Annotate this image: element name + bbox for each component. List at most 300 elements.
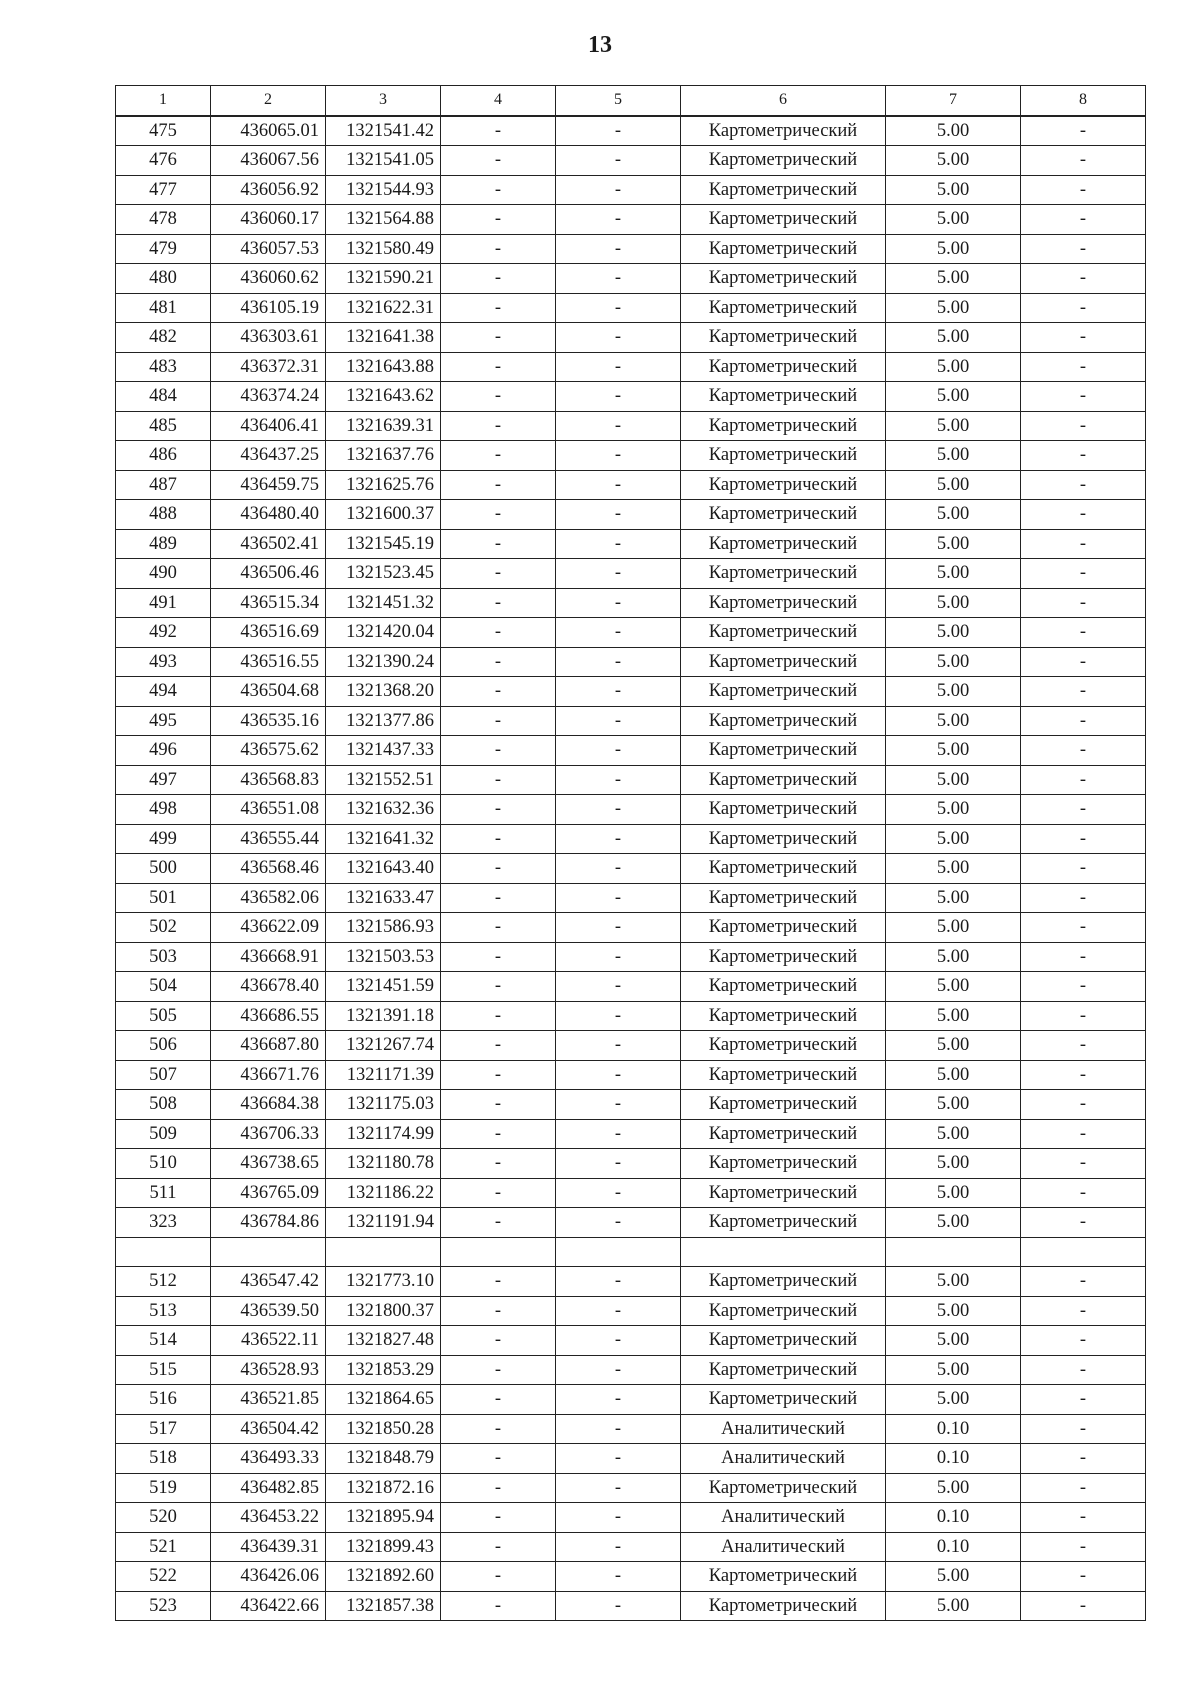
table-cell-col-3: 1321641.32 bbox=[326, 824, 441, 854]
table-cell-col-3: 1321899.43 bbox=[326, 1532, 441, 1562]
table-cell-col-5: - bbox=[556, 529, 681, 559]
table-cell-col-8: - bbox=[1021, 205, 1146, 235]
table-cell-col-5 bbox=[556, 1237, 681, 1267]
table-cell-col-2: 436551.08 bbox=[211, 795, 326, 825]
table-cell-col-6: Картометрический bbox=[681, 205, 886, 235]
table-row bbox=[116, 1532, 1146, 1562]
table-cell-col-2: 436528.93 bbox=[211, 1355, 326, 1385]
table-cell-col-1: 521 bbox=[116, 1532, 211, 1562]
table-cell-col-7: 5.00 bbox=[886, 706, 1021, 736]
table-cell-col-1: 508 bbox=[116, 1090, 211, 1120]
table-cell-col-4: - bbox=[441, 647, 556, 677]
table-cell-col-3: 1321643.88 bbox=[326, 352, 441, 382]
table-cell-col-3: 1321625.76 bbox=[326, 470, 441, 500]
table-row bbox=[116, 1208, 1146, 1238]
table-cell-col-1: 491 bbox=[116, 588, 211, 618]
table-cell-col-3: 1321191.94 bbox=[326, 1208, 441, 1238]
table-cell-col-5: - bbox=[556, 1119, 681, 1149]
table-cell-col-2: 436575.62 bbox=[211, 736, 326, 766]
table-cell-col-8: - bbox=[1021, 972, 1146, 1002]
table-cell-col-4: - bbox=[441, 913, 556, 943]
table-cell-col-3: 1321267.74 bbox=[326, 1031, 441, 1061]
table-cell-col-4: - bbox=[441, 529, 556, 559]
table-cell-col-7: 5.00 bbox=[886, 677, 1021, 707]
table-cell-col-2: 436686.55 bbox=[211, 1001, 326, 1031]
table-cell-col-3: 1321895.94 bbox=[326, 1503, 441, 1533]
table-cell-col-6: Картометрический bbox=[681, 529, 886, 559]
table-cell-col-2: 436582.06 bbox=[211, 883, 326, 913]
table-cell-col-8: - bbox=[1021, 1296, 1146, 1326]
table-cell-col-3: 1321586.93 bbox=[326, 913, 441, 943]
table-cell-col-5: - bbox=[556, 175, 681, 205]
table-cell-col-5: - bbox=[556, 1444, 681, 1474]
table-cell-col-6: Картометрический bbox=[681, 942, 886, 972]
table-cell-col-6: Картометрический bbox=[681, 765, 886, 795]
table-cell-col-1: 509 bbox=[116, 1119, 211, 1149]
table-cell-col-4: - bbox=[441, 382, 556, 412]
table-row bbox=[116, 942, 1146, 972]
table-cell-col-5: - bbox=[556, 1503, 681, 1533]
table-row bbox=[116, 1326, 1146, 1356]
table-cell-col-1 bbox=[116, 1237, 211, 1267]
table-cell-col-7: 5.00 bbox=[886, 795, 1021, 825]
table-row bbox=[116, 264, 1146, 294]
table-cell-col-6: Картометрический bbox=[681, 588, 886, 618]
table-cell-col-5: - bbox=[556, 1562, 681, 1592]
table-cell-col-1: 476 bbox=[116, 146, 211, 176]
table-cell-col-4: - bbox=[441, 352, 556, 382]
table-cell-col-1: 481 bbox=[116, 293, 211, 323]
table-cell-col-2: 436065.01 bbox=[211, 116, 326, 146]
table-cell-col-6: Картометрический bbox=[681, 293, 886, 323]
table-cell-col-3: 1321639.31 bbox=[326, 411, 441, 441]
table-cell-col-7: 5.00 bbox=[886, 1326, 1021, 1356]
table-cell-col-5: - bbox=[556, 1385, 681, 1415]
table-cell-col-4: - bbox=[441, 588, 556, 618]
table-cell-col-5: - bbox=[556, 618, 681, 648]
table-cell-col-1: 494 bbox=[116, 677, 211, 707]
table-cell-col-2: 436056.92 bbox=[211, 175, 326, 205]
table-cell-col-7: 5.00 bbox=[886, 382, 1021, 412]
table-cell-col-1: 515 bbox=[116, 1355, 211, 1385]
table-cell-col-2: 436504.68 bbox=[211, 677, 326, 707]
table-cell-col-4: - bbox=[441, 1208, 556, 1238]
table-cell-col-1: 510 bbox=[116, 1149, 211, 1179]
table-row bbox=[116, 706, 1146, 736]
table-cell-col-8: - bbox=[1021, 1001, 1146, 1031]
table-cell-col-1: 485 bbox=[116, 411, 211, 441]
table-cell-col-2: 436060.17 bbox=[211, 205, 326, 235]
table-cell-col-5: - bbox=[556, 1267, 681, 1297]
table-cell-col-3: 1321186.22 bbox=[326, 1178, 441, 1208]
table-cell-col-2: 436765.09 bbox=[211, 1178, 326, 1208]
table-cell-col-4: - bbox=[441, 1090, 556, 1120]
table-cell-col-3: 1321451.59 bbox=[326, 972, 441, 1002]
table-cell-col-5: - bbox=[556, 1355, 681, 1385]
table-cell-col-7: 5.00 bbox=[886, 1591, 1021, 1621]
table-cell-col-7: 5.00 bbox=[886, 1119, 1021, 1149]
table-row bbox=[116, 382, 1146, 412]
table-cell-col-5: - bbox=[556, 1326, 681, 1356]
table-cell-col-3: 1321420.04 bbox=[326, 618, 441, 648]
table-cell-col-6: Картометрический bbox=[681, 470, 886, 500]
table-cell-col-8: - bbox=[1021, 1326, 1146, 1356]
table-cell-col-2: 436671.76 bbox=[211, 1060, 326, 1090]
table-cell-col-7 bbox=[886, 1237, 1021, 1267]
table-row bbox=[116, 647, 1146, 677]
table-row bbox=[116, 1060, 1146, 1090]
table-row bbox=[116, 1001, 1146, 1031]
table-cell-col-4: - bbox=[441, 765, 556, 795]
table-cell-col-8: - bbox=[1021, 146, 1146, 176]
table-row bbox=[116, 1090, 1146, 1120]
table-cell-col-7: 5.00 bbox=[886, 352, 1021, 382]
table-cell-col-4: - bbox=[441, 411, 556, 441]
table-cell-col-5: - bbox=[556, 883, 681, 913]
table-cell-col-4: - bbox=[441, 1385, 556, 1415]
table-cell-col-7: 5.00 bbox=[886, 116, 1021, 146]
table-cell-col-2: 436515.34 bbox=[211, 588, 326, 618]
table-cell-col-8: - bbox=[1021, 500, 1146, 530]
table-cell-col-7: 5.00 bbox=[886, 647, 1021, 677]
table-cell-col-6: Картометрический bbox=[681, 411, 886, 441]
table-cell-col-4: - bbox=[441, 854, 556, 884]
table-cell-col-2: 436706.33 bbox=[211, 1119, 326, 1149]
table-cell-col-8: - bbox=[1021, 1444, 1146, 1474]
table-cell-col-4: - bbox=[441, 824, 556, 854]
table-cell-col-7: 5.00 bbox=[886, 618, 1021, 648]
table-cell-col-4: - bbox=[441, 1562, 556, 1592]
table-cell-col-7: 5.00 bbox=[886, 1562, 1021, 1592]
table-cell-col-4: - bbox=[441, 736, 556, 766]
table-cell-col-2: 436504.42 bbox=[211, 1414, 326, 1444]
table-cell-col-7: 5.00 bbox=[886, 441, 1021, 471]
table-cell-col-7: 0.10 bbox=[886, 1414, 1021, 1444]
table-cell-col-2: 436422.66 bbox=[211, 1591, 326, 1621]
table-cell-col-7: 5.00 bbox=[886, 264, 1021, 294]
table-row bbox=[116, 1119, 1146, 1149]
table-cell-col-4: - bbox=[441, 146, 556, 176]
table-cell-col-2: 436502.41 bbox=[211, 529, 326, 559]
table-cell-col-8: - bbox=[1021, 116, 1146, 146]
table-cell-col-6: Картометрический bbox=[681, 352, 886, 382]
table-cell-col-5: - bbox=[556, 1001, 681, 1031]
table-cell-col-6: Картометрический bbox=[681, 500, 886, 530]
table-cell-col-6: Картометрический bbox=[681, 1031, 886, 1061]
table-cell-col-8: - bbox=[1021, 529, 1146, 559]
table-cell-col-6: Картометрический bbox=[681, 382, 886, 412]
table-cell-col-5: - bbox=[556, 352, 681, 382]
table-cell-col-2: 436439.31 bbox=[211, 1532, 326, 1562]
table-cell-col-1: 520 bbox=[116, 1503, 211, 1533]
table-cell-col-3: 1321580.49 bbox=[326, 234, 441, 264]
table-cell-col-5: - bbox=[556, 1149, 681, 1179]
table-cell-col-8: - bbox=[1021, 1355, 1146, 1385]
table-cell-col-8: - bbox=[1021, 1414, 1146, 1444]
table-cell-col-6: Картометрический bbox=[681, 116, 886, 146]
table-cell-col-1: 501 bbox=[116, 883, 211, 913]
table-row bbox=[116, 1562, 1146, 1592]
table-cell-col-5: - bbox=[556, 234, 681, 264]
table-cell-col-3: 1321773.10 bbox=[326, 1267, 441, 1297]
table-row bbox=[116, 588, 1146, 618]
table-row bbox=[116, 1503, 1146, 1533]
table-cell-col-2: 436493.33 bbox=[211, 1444, 326, 1474]
table-cell-col-6: Картометрический bbox=[681, 1149, 886, 1179]
table-row bbox=[116, 854, 1146, 884]
table-cell-col-6: Картометрический bbox=[681, 559, 886, 589]
table-cell-col-5: - bbox=[556, 677, 681, 707]
table-row bbox=[116, 1355, 1146, 1385]
table-row bbox=[116, 1296, 1146, 1326]
table-cell-col-1: 516 bbox=[116, 1385, 211, 1415]
table-cell-col-7: 5.00 bbox=[886, 942, 1021, 972]
table-cell-col-1: 497 bbox=[116, 765, 211, 795]
column-header-2: 2 bbox=[211, 86, 326, 116]
table-cell-col-4: - bbox=[441, 1178, 556, 1208]
table-cell-col-3: 1321633.47 bbox=[326, 883, 441, 913]
table-cell-col-6: Картометрический bbox=[681, 854, 886, 884]
table-cell-col-7: 5.00 bbox=[886, 146, 1021, 176]
table-cell-col-1: 522 bbox=[116, 1562, 211, 1592]
table-cell-col-7: 5.00 bbox=[886, 234, 1021, 264]
table-cell-col-7: 5.00 bbox=[886, 293, 1021, 323]
table-cell-col-6: Картометрический bbox=[681, 647, 886, 677]
table-cell-col-1: 483 bbox=[116, 352, 211, 382]
table-cell-col-3: 1321451.32 bbox=[326, 588, 441, 618]
table-cell-col-1: 493 bbox=[116, 647, 211, 677]
table-cell-col-1: 323 bbox=[116, 1208, 211, 1238]
table-cell-col-2: 436303.61 bbox=[211, 323, 326, 353]
table-cell-col-1: 495 bbox=[116, 706, 211, 736]
table-cell-col-8: - bbox=[1021, 411, 1146, 441]
table-cell-col-4: - bbox=[441, 1532, 556, 1562]
table-cell-col-1: 477 bbox=[116, 175, 211, 205]
table-cell-col-2: 436426.06 bbox=[211, 1562, 326, 1592]
table-cell-col-1: 478 bbox=[116, 205, 211, 235]
table-cell-col-1: 475 bbox=[116, 116, 211, 146]
table-cell-col-7: 5.00 bbox=[886, 1473, 1021, 1503]
table-cell-col-8: - bbox=[1021, 647, 1146, 677]
table-cell-col-5: - bbox=[556, 1414, 681, 1444]
table-cell-col-8: - bbox=[1021, 913, 1146, 943]
table-cell-col-3: 1321848.79 bbox=[326, 1444, 441, 1474]
table-cell-col-3: 1321590.21 bbox=[326, 264, 441, 294]
table-cell-col-7: 5.00 bbox=[886, 205, 1021, 235]
table-cell-col-8: - bbox=[1021, 234, 1146, 264]
table-cell-col-6: Картометрический bbox=[681, 824, 886, 854]
table-cell-col-1: 502 bbox=[116, 913, 211, 943]
table-row bbox=[116, 1031, 1146, 1061]
table-cell-col-2: 436568.83 bbox=[211, 765, 326, 795]
table-cell-col-7: 5.00 bbox=[886, 588, 1021, 618]
table-cell-col-4: - bbox=[441, 234, 556, 264]
table-cell-col-3: 1321850.28 bbox=[326, 1414, 441, 1444]
table-cell-col-5: - bbox=[556, 146, 681, 176]
table-cell-col-1: 496 bbox=[116, 736, 211, 766]
table-cell-col-3: 1321864.65 bbox=[326, 1385, 441, 1415]
table-cell-col-2: 436784.86 bbox=[211, 1208, 326, 1238]
table-cell-col-7: 5.00 bbox=[886, 913, 1021, 943]
table-cell-col-1: 514 bbox=[116, 1326, 211, 1356]
table-cell-col-1: 490 bbox=[116, 559, 211, 589]
header-row bbox=[116, 86, 1146, 116]
table-cell-col-8: - bbox=[1021, 1473, 1146, 1503]
table-cell-col-3: 1321503.53 bbox=[326, 942, 441, 972]
table-cell-col-4: - bbox=[441, 1149, 556, 1179]
table-cell-col-8: - bbox=[1021, 1532, 1146, 1562]
table-cell-col-4: - bbox=[441, 1326, 556, 1356]
table-cell-col-4: - bbox=[441, 1031, 556, 1061]
table-body bbox=[116, 116, 1146, 1621]
table-cell-col-5: - bbox=[556, 293, 681, 323]
table-cell-col-6: Картометрический bbox=[681, 1090, 886, 1120]
table-cell-col-7: 5.00 bbox=[886, 323, 1021, 353]
table-cell-col-6: Картометрический bbox=[681, 1562, 886, 1592]
table-cell-col-8: - bbox=[1021, 264, 1146, 294]
table-cell-col-5: - bbox=[556, 824, 681, 854]
table-cell-col-3: 1321800.37 bbox=[326, 1296, 441, 1326]
table-cell-col-3: 1321174.99 bbox=[326, 1119, 441, 1149]
table-cell-col-1: 499 bbox=[116, 824, 211, 854]
table-cell-col-4 bbox=[441, 1237, 556, 1267]
table-cell-col-5: - bbox=[556, 411, 681, 441]
table-cell-col-3: 1321641.38 bbox=[326, 323, 441, 353]
table-cell-col-2: 436684.38 bbox=[211, 1090, 326, 1120]
table-cell-col-8: - bbox=[1021, 795, 1146, 825]
table-cell-col-4: - bbox=[441, 618, 556, 648]
table-row bbox=[116, 736, 1146, 766]
table-cell-col-7: 5.00 bbox=[886, 1031, 1021, 1061]
table-cell-col-4: - bbox=[441, 559, 556, 589]
table-cell-col-8: - bbox=[1021, 1031, 1146, 1061]
page-number: 13 bbox=[588, 32, 612, 58]
table-row bbox=[116, 500, 1146, 530]
table-cell-col-5: - bbox=[556, 441, 681, 471]
table-cell-col-8: - bbox=[1021, 1119, 1146, 1149]
table-cell-col-8: - bbox=[1021, 824, 1146, 854]
table-cell-col-8: - bbox=[1021, 382, 1146, 412]
table-cell-col-6: Картометрический bbox=[681, 706, 886, 736]
table-cell-col-5: - bbox=[556, 500, 681, 530]
table-cell-col-7: 5.00 bbox=[886, 854, 1021, 884]
table-row bbox=[116, 205, 1146, 235]
table-cell-col-6: Аналитический bbox=[681, 1503, 886, 1533]
table-cell-col-5: - bbox=[556, 765, 681, 795]
table-cell-col-6: Картометрический bbox=[681, 883, 886, 913]
table-row bbox=[116, 824, 1146, 854]
table-cell-col-6: Картометрический bbox=[681, 1296, 886, 1326]
table-cell-col-4: - bbox=[441, 1296, 556, 1326]
table-cell-col-8: - bbox=[1021, 1591, 1146, 1621]
column-header-3: 3 bbox=[326, 86, 441, 116]
table-cell-col-8: - bbox=[1021, 470, 1146, 500]
table-cell-col-3: 1321437.33 bbox=[326, 736, 441, 766]
table-cell-col-5: - bbox=[556, 588, 681, 618]
table-cell-col-8: - bbox=[1021, 293, 1146, 323]
table-cell-col-1: 512 bbox=[116, 1267, 211, 1297]
table-cell-col-5: - bbox=[556, 913, 681, 943]
table-cell-col-4: - bbox=[441, 883, 556, 913]
table-row bbox=[116, 293, 1146, 323]
table-cell-col-3: 1321637.76 bbox=[326, 441, 441, 471]
table-row bbox=[116, 1414, 1146, 1444]
table-cell-col-7: 5.00 bbox=[886, 883, 1021, 913]
table-cell-col-5: - bbox=[556, 647, 681, 677]
table-cell-col-3: 1321872.16 bbox=[326, 1473, 441, 1503]
table-cell-col-3: 1321377.86 bbox=[326, 706, 441, 736]
table-cell-col-7: 5.00 bbox=[886, 765, 1021, 795]
table-cell-col-2: 436057.53 bbox=[211, 234, 326, 264]
table-cell-col-2: 436374.24 bbox=[211, 382, 326, 412]
table-row bbox=[116, 234, 1146, 264]
table-cell-col-3: 1321632.36 bbox=[326, 795, 441, 825]
table-cell-col-6: Картометрический bbox=[681, 1208, 886, 1238]
table-cell-col-8: - bbox=[1021, 1090, 1146, 1120]
table-cell-col-7: 5.00 bbox=[886, 470, 1021, 500]
table-cell-col-8 bbox=[1021, 1237, 1146, 1267]
table-cell-col-2: 436738.65 bbox=[211, 1149, 326, 1179]
table-cell-col-4: - bbox=[441, 1355, 556, 1385]
table-cell-col-3: 1321541.42 bbox=[326, 116, 441, 146]
table-cell-col-6: Картометрический bbox=[681, 736, 886, 766]
table-cell-col-7: 5.00 bbox=[886, 500, 1021, 530]
table-cell-col-8: - bbox=[1021, 706, 1146, 736]
table-cell-col-5: - bbox=[556, 1031, 681, 1061]
table-cell-col-8: - bbox=[1021, 175, 1146, 205]
table-cell-col-4: - bbox=[441, 1414, 556, 1444]
table-cell-col-2: 436453.22 bbox=[211, 1503, 326, 1533]
table-cell-col-7: 5.00 bbox=[886, 824, 1021, 854]
table-cell-col-2: 436482.85 bbox=[211, 1473, 326, 1503]
table-cell-col-4: - bbox=[441, 1001, 556, 1031]
table-cell-col-3: 1321622.31 bbox=[326, 293, 441, 323]
table-row bbox=[116, 146, 1146, 176]
table-cell-col-8: - bbox=[1021, 1503, 1146, 1533]
table-cell-col-8: - bbox=[1021, 736, 1146, 766]
table-cell-col-4: - bbox=[441, 1267, 556, 1297]
table-cell-col-8: - bbox=[1021, 1060, 1146, 1090]
table-cell-col-2: 436506.46 bbox=[211, 559, 326, 589]
table-cell-col-2: 436555.44 bbox=[211, 824, 326, 854]
table-cell-col-7: 5.00 bbox=[886, 175, 1021, 205]
table-cell-col-3: 1321643.62 bbox=[326, 382, 441, 412]
table-cell-col-4: - bbox=[441, 1591, 556, 1621]
table-cell-col-2: 436568.46 bbox=[211, 854, 326, 884]
table-cell-col-7: 5.00 bbox=[886, 1001, 1021, 1031]
table-cell-col-1: 519 bbox=[116, 1473, 211, 1503]
table-cell-col-7: 5.00 bbox=[886, 1149, 1021, 1179]
table-cell-col-8: - bbox=[1021, 765, 1146, 795]
table-row bbox=[116, 175, 1146, 205]
table-cell-col-2: 436516.69 bbox=[211, 618, 326, 648]
table-cell-col-5: - bbox=[556, 1090, 681, 1120]
table-cell-col-8: - bbox=[1021, 677, 1146, 707]
table-row bbox=[116, 1237, 1146, 1267]
table-cell-col-5: - bbox=[556, 1178, 681, 1208]
table-cell-col-4: - bbox=[441, 1444, 556, 1474]
table-row bbox=[116, 618, 1146, 648]
table-cell-col-4: - bbox=[441, 470, 556, 500]
table-cell-col-8: - bbox=[1021, 618, 1146, 648]
table-cell-col-5: - bbox=[556, 264, 681, 294]
table-cell-col-1: 484 bbox=[116, 382, 211, 412]
table-cell-col-7: 5.00 bbox=[886, 559, 1021, 589]
table-cell-col-3: 1321853.29 bbox=[326, 1355, 441, 1385]
table-cell-col-1: 523 bbox=[116, 1591, 211, 1621]
table-cell-col-6: Картометрический bbox=[681, 323, 886, 353]
table-cell-col-8: - bbox=[1021, 1149, 1146, 1179]
